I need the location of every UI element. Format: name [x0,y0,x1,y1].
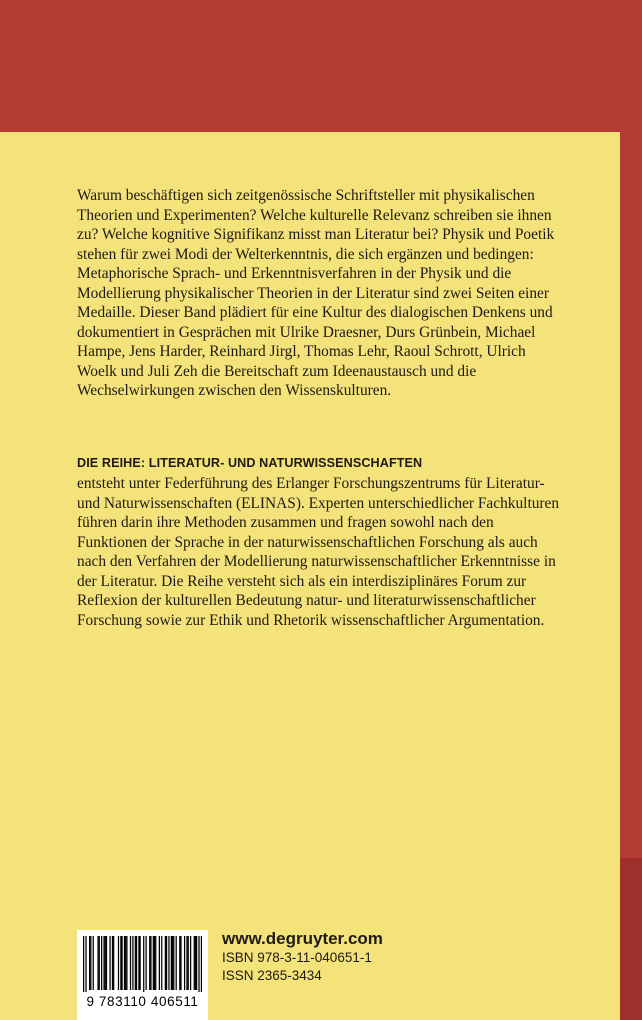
barcode-bar [195,936,196,990]
barcode-bar [121,936,122,990]
barcode-bar [172,936,173,990]
barcode-bar [149,936,150,990]
barcode-bar [168,936,169,990]
barcode-bar [198,936,199,992]
barcode-bar [190,936,191,990]
barcode-bar [132,936,133,990]
barcode-bar [184,936,185,990]
book-blurb: Warum beschäftigen sich zeitgenössische Schriftsteller mit physikalischen Theorien und Experimenten? Welche kulturelle Relevanz schreiben sie ihnen zu? Welche kognitive Signifikanz misst man Literatur bei? Physik und Poetik stehen für zwei Modi der Welterkenntnis, die sich ergänzen und bedingen: Metaphorische Sprach- und Erkenntnisverfahren in der Physik und die Modellierung physikalischer Theorien in der Literatur sind zwei Seiten einer Medaille. Dieser Band plädiert für eine Kultur des dialogischen Denkens und dokumentiert in Gesprächen mit Ulrike Draesner, Durs Grünbein, Michael Hampe, Jens Harder, Reinhard Jirgl, Thomas Lehr, Raoul Schrott, Ulrich Woelk und Juli Zeh die Bereitschaft zum Ideenaustausch und die Wechselwirkungen zwischen den Wissenskulturen. [77,187,555,399]
barcode-bar [188,936,189,990]
barcode-bar [136,936,137,990]
barcode-bar [155,936,156,990]
barcode-bar [130,936,131,990]
barcode-bar [138,936,139,990]
back-cover-panel [0,132,620,1020]
barcode-bar [159,936,160,990]
barcode-bar [179,936,180,990]
barcode-bar [176,936,177,990]
barcode-bar [97,936,98,990]
barcode-bar [109,936,110,990]
isbn: ISBN 978-3-11-040651-1 [222,950,372,965]
issn: ISSN 2365-3434 [222,968,322,983]
barcode-bar [161,936,162,990]
barcode-bar [105,936,106,990]
barcode-number: 9 783110 406511 [86,994,199,1009]
barcode-bar [186,936,187,990]
barcode-bar [103,936,104,990]
barcode-bar [99,936,100,990]
barcode-bar [180,936,181,990]
barcode-bar [83,936,84,992]
barcode-bar [101,936,102,990]
barcode-bar [120,936,121,990]
barcode-bar [113,936,114,990]
cover-edge-stripe [620,858,642,1020]
barcode-bar [194,936,195,990]
barcode-bar [139,936,140,990]
barcode-bar [153,936,154,990]
barcode-bar [143,936,144,992]
barcode-bar [154,936,155,990]
barcode-bar [201,936,202,992]
barcode-bar [89,936,90,990]
series-description: entsteht unter Federführung des Erlanger Forschungszentrums für Literatur- und Naturwissenschaften (ELINAS). Experten unterschiedlicher Fachkulturen führen darin ihre Methoden zusammen und fragen sowohl nach den Funktionen der Sprache in der naturwissenschaftlichen Forschung als auch nach den Verfahren der Modellierung naturwissenschaftlicher Erkenntnisse in der Literatur. Die Reihe versteht sich als ein interdisziplinäres Forum zur Reflexion der kulturellen Bedeutung natur- und literaturwissenschaftlicher Forschung sowie zur Ethik und Rhetorik wissenschaftlicher Argumentation. [77,475,560,629]
barcode-bar [135,936,136,990]
barcode-bar [124,936,125,990]
barcode-bar [93,936,94,990]
barcode-bar [173,936,174,990]
barcode-bar [165,936,166,990]
publisher-website: www.degruyter.com [222,929,383,948]
barcode-bar [171,936,172,990]
barcode-bar [125,936,126,990]
barcode-bar [106,936,107,990]
barcode-bar [150,936,151,990]
barcode-bars [83,936,202,992]
barcode-bar [196,936,197,990]
barcode-bar [118,936,119,990]
barcode-bar [112,936,113,990]
barcode-bar [146,936,147,990]
series-title: DIE REIHE: LITERATUR- UND NATURWISSENSCHAFTEN [77,456,423,470]
barcode-bar [90,936,91,990]
barcode [77,930,208,1020]
barcode-bar [85,936,86,992]
publisher-info [222,929,383,985]
barcode-bar [166,936,167,990]
barcode-bar [126,936,127,990]
